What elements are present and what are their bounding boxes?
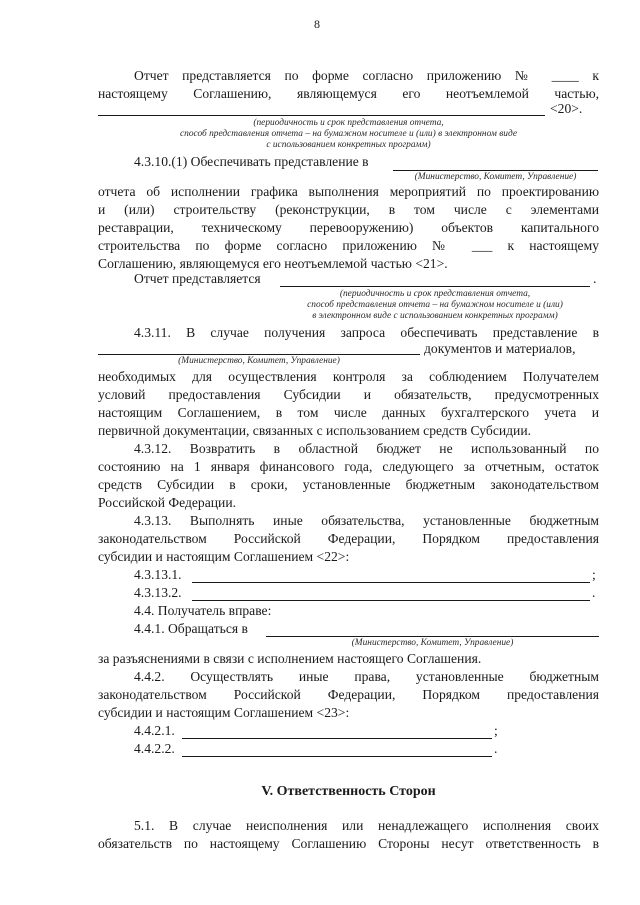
field-hint: способ представления отчета – на бумажном носителе и (или) [307,300,563,310]
text-line: законодательством Российской Федерации, Порядком предоставления [98,531,599,546]
field-hint: (Министерство, Комитет, Управление) [178,356,340,366]
text-line: первичной документации, связанных с использованием средств Субсидии. [98,423,531,438]
blank-line [393,170,598,171]
text-line: . [593,271,597,286]
footnote-ref: <20>. [550,101,583,116]
list-item-label: 4.3.13.1. [134,567,182,582]
list-item-label: 4.3.13.2. [134,585,182,600]
text-line: субсидии и настоящим Соглашением <22>: [98,549,350,564]
field-hint: (Министерство, Комитет, Управление) [351,638,514,648]
text-line: Отчет представляется [134,271,261,286]
blank-line [192,582,590,583]
text-line: 4.4.2. Осуществлять иные права, установленные бюджетным [134,669,599,684]
text-line: 4.3.11. В случае получения запроса обеспечивать представление в [134,325,599,340]
text-line: 4.3.13. Выполнять иные обязательства, установленные бюджетным [134,513,599,528]
section-heading: V. Ответственность Сторон [261,784,436,799]
blank-line [182,756,492,757]
list-item-label: 4.4.2.2. [134,741,175,756]
text-line: за разъяснениями в связи с исполнением настоящего Соглашения. [98,651,482,666]
blank-line [98,115,545,116]
field-hint: в электронном виде с использованием конкретных программ) [312,311,558,321]
page-number: 8 [314,17,320,31]
field-hint: (Министерство, Комитет, Управление) [414,172,577,182]
text-line: необходимых для осуществления контроля за соблюдением Получателем [98,369,599,384]
text-line: обязательств по настоящему Соглашению Стороны несут ответственность в [98,836,599,851]
text-line: 4.4. Получатель вправе: [134,603,272,618]
text-line: 5.1. В случае неисполнения или ненадлежащего исполнения своих [134,818,599,833]
text-line: Соглашению, являющемуся его неотъемлемой частью <21>. [98,256,448,271]
text-line: состоянию на 1 января финансового года, следующего за отчетным, остаток [98,459,599,474]
text-line: условий предоставления Субсидии и обязательств, предусмотренных [98,387,599,402]
text-line: . [494,741,498,756]
blank-line [98,354,420,355]
blank-line [266,636,599,637]
text-line: 4.4.1. Обращаться в [134,621,248,636]
text-line: субсидии и настоящим Соглашением <23>: [98,705,350,720]
field-hint: с использованием конкретных программ) [266,140,431,150]
field-hint: способ представления отчета – на бумажном носителе и (или) в электронном виде [180,129,517,139]
text-line: отчета об исполнении графика выполнения мероприятий по проектированию [98,184,599,199]
text-line: 4.3.10.(1) Обеспечивать представление в [134,154,369,169]
text-line: ; [494,723,498,738]
text-line: ; [592,567,596,582]
text-line: строительства по форме согласно приложению № ___ к настоящему [98,238,599,253]
text-line: реставрации, техническому перевооружению) объектов капитального [98,220,599,235]
text-line: настоящему Соглашению, являющемуся его неотъемлемой частью, [98,86,599,101]
blank-line [280,286,590,287]
text-line: и (или) строительству (реконструкции, в том числе с элементами [98,202,599,217]
field-hint: (периодичность и срок представления отчета, [253,118,444,128]
text-line: законодательством Российской Федерации, Порядком предоставления [98,687,599,702]
text-line: 4.3.12. Возвратить в областной бюджет не использованный по [134,441,599,456]
text-line: настоящим Соглашением, в том числе данных бухгалтерского учета и [98,405,599,420]
text-line: Российской Федерации. [98,495,236,510]
text-line: Отчет представляется по форме согласно приложению № ____ к [134,68,599,83]
list-item-label: 4.4.2.1. [134,723,175,738]
blank-line [192,600,590,601]
text-line: . [592,585,596,600]
field-hint: (периодичность и срок представления отчета, [339,289,531,299]
text-line: средств Субсидии в сроки, установленные бюджетным законодательством [98,477,599,492]
text-line: документов и материалов, [424,341,576,356]
blank-line [182,738,492,739]
